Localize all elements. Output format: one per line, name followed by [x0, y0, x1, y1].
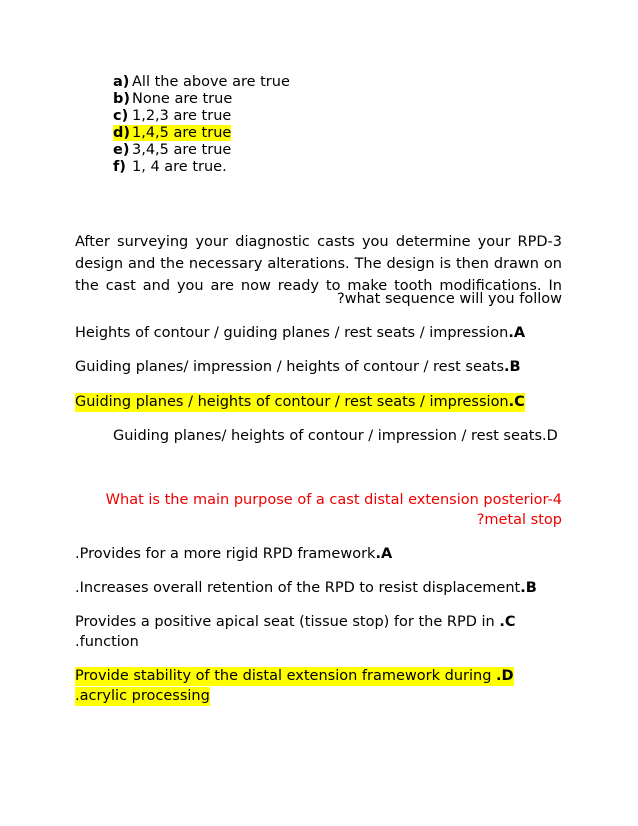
question-3-answer-d [113, 427, 558, 446]
stem-word: then [455, 256, 489, 272]
option-letter: f) [113, 159, 126, 175]
stem-word: necessary [188, 256, 263, 272]
answer-letter: .C [499, 614, 516, 630]
stem-word: your [477, 234, 511, 250]
stem-word: cast [105, 278, 136, 294]
option-letter: e) [113, 142, 130, 158]
stem-word: The [354, 256, 382, 272]
stem-line [75, 253, 562, 275]
question-4-answer-d-line-1 [75, 667, 514, 686]
option-d [113, 125, 290, 142]
answer-letter: .A [375, 546, 393, 562]
answer-letter: .B [520, 580, 537, 596]
stem-word: In [548, 278, 562, 294]
question-4-answer-c-line-2: .function [75, 634, 139, 650]
stem-word: and [128, 256, 156, 272]
question-3-answer-a [75, 324, 525, 343]
answer-text: Heights of contour / guiding planes / rest seats / impression [75, 325, 509, 341]
option-text: None are true [132, 91, 233, 107]
question-4-answer-c-line-1 [75, 613, 515, 632]
option-letter: d) [113, 125, 131, 141]
answer-text: Provides a positive apical seat (tissue stop) for the RPD in [75, 614, 500, 630]
answer-letter: .B [504, 359, 521, 375]
stem-word: After [75, 234, 110, 250]
stem-word: tooth [394, 278, 433, 294]
answer-letter: .D [496, 668, 514, 684]
option-a [113, 74, 290, 91]
stem-word: and [142, 278, 171, 294]
option-text: 1, 4 are true. [132, 159, 227, 175]
answer-text: .Provides for a more rigid RPD framework [75, 546, 376, 562]
question-3-stem [75, 231, 562, 297]
stem-word: determine [395, 234, 471, 250]
answer-letter: .D [542, 428, 558, 444]
question-3-answer-b [75, 358, 521, 377]
answer-text: Guiding planes/ impression / heights of contour / rest seats [75, 359, 505, 375]
option-letter: a) [113, 74, 130, 90]
answer-options-list [113, 74, 290, 176]
stem-word: drawn [493, 256, 539, 272]
answer-text: .Increases overall retention of the RPD to resist displacement [75, 580, 521, 596]
stem-word: alterations. [267, 256, 350, 272]
stem-word: design [386, 256, 435, 272]
question-3-last-line: ?what sequence will you follow [337, 291, 562, 307]
question-4-line-1: What is the main purpose of a cast distal extension posterior-4 [105, 492, 562, 508]
question-3-answer-c [75, 393, 525, 412]
stem-line [75, 231, 562, 253]
option-text: 3,4,5 are true [132, 142, 232, 158]
answer-letter: .C [508, 394, 525, 410]
stem-word: to [325, 278, 341, 294]
answer-text: Guiding planes/ heights of contour / impression / rest seats [113, 428, 543, 444]
stem-word: ready [277, 278, 319, 294]
option-text: 1,2,3 are true [132, 108, 232, 124]
option-text: All the above are true [132, 74, 290, 90]
stem-word: on [543, 256, 562, 272]
stem-word: is [439, 256, 452, 272]
question-4-answer-a [75, 545, 392, 564]
option-text: 1,4,5 are true [132, 125, 232, 141]
answer-letter: .A [508, 325, 526, 341]
stem-word: now [240, 278, 271, 294]
stem-word: the [75, 278, 99, 294]
stem-word: diagnostic [235, 234, 310, 250]
stem-word: you [361, 234, 389, 250]
option-c [113, 108, 290, 125]
option-letter: b) [113, 91, 131, 107]
question-4-answer-b [75, 579, 537, 598]
option-f [113, 159, 290, 176]
stem-word: design [75, 256, 124, 272]
answer-text: Provide stability of the distal extension framework during [75, 668, 497, 684]
stem-word: the [160, 256, 184, 272]
stem-word: are [210, 278, 234, 294]
stem-word: modifications. [439, 278, 542, 294]
question-4-line-2: ?metal stop [476, 512, 562, 528]
answer-text: Guiding planes / heights of contour / rest seats / impression [75, 394, 509, 410]
option-b [113, 91, 290, 108]
option-e [113, 142, 290, 159]
option-letter: c) [113, 108, 129, 124]
stem-word: surveying [117, 234, 189, 250]
stem-word: your [195, 234, 229, 250]
stem-word: casts [317, 234, 355, 250]
stem-word: RPD-3 [517, 234, 562, 250]
question-4-answer-d-line-2: .acrylic processing [75, 688, 210, 704]
stem-word: make [347, 278, 388, 294]
stem-word: you [176, 278, 204, 294]
